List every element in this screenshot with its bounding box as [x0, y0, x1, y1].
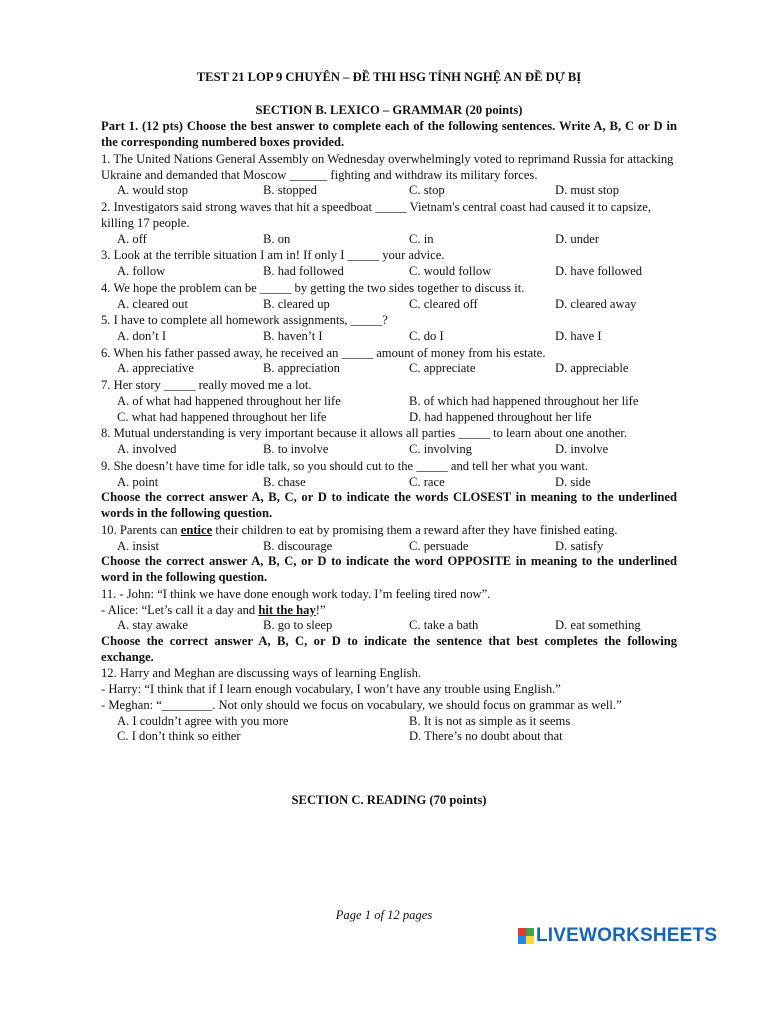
option-c: C. what had happened throughout her life — [117, 409, 327, 424]
option-b: B. go to sleep — [263, 618, 333, 633]
question-9 — [101, 459, 677, 490]
question-stem — [101, 523, 677, 539]
question-5 — [101, 313, 677, 344]
section-b-heading: SECTION B. LEXICO – GRAMMAR (20 points) — [255, 102, 523, 117]
instruction-exchange: Choose the correct answer A, B, C, or D to indicate the sentence that best completes the following exchange. — [101, 633, 677, 664]
option-d: D. appreciable — [555, 361, 629, 376]
answer-options — [101, 714, 677, 745]
test-title: TEST 21 LOP 9 CHUYÊN – ĐỀ THI HSG TỈNH NGHỆ AN ĐỀ DỰ BỊ — [196, 70, 582, 84]
option-c: C. in — [409, 231, 434, 246]
option-b: B. haven’t I — [263, 329, 323, 344]
option-c: C. stop — [409, 183, 445, 198]
option-a: A. off — [117, 231, 147, 246]
option-c: C. do I — [409, 329, 444, 344]
answer-options — [101, 232, 677, 248]
answer-options — [101, 475, 677, 491]
option-c: C. appreciate — [409, 361, 476, 376]
question-12 — [101, 666, 677, 745]
option-c: C. take a bath — [409, 618, 479, 633]
section-c-heading: SECTION C. READING (70 points) — [291, 793, 487, 808]
option-d: D. had happened throughout her life — [409, 409, 592, 424]
question-6 — [101, 346, 677, 377]
option-a: A. stay awake — [117, 618, 188, 633]
liveworksheets-logo[interactable] — [518, 924, 717, 948]
logo-square-blue — [518, 936, 526, 944]
question-stem: 2. Investigators said strong waves that hit a speedboat _____ Vietnam's central coast had caused it to capsize, killing 17 people. — [101, 200, 652, 230]
option-b: B. cleared up — [263, 296, 330, 311]
question-stem: 6. When his father passed away, he received an _____ amount of money from his estate. — [101, 345, 546, 360]
underlined-word: entice — [180, 522, 213, 537]
question-stem: 12. Harry and Meghan are discussing ways of learning English. — [101, 666, 422, 681]
instruction-closest: Choose the correct answer A, B, C, or D to indicate the words CLOSEST in meaning to the underlined words in the following question. — [101, 490, 677, 521]
option-d: D. satisfy — [555, 538, 604, 553]
question-11 — [101, 587, 677, 634]
option-a: A. of what had happened throughout her life — [117, 393, 341, 408]
answer-options — [101, 618, 677, 634]
option-a: A. follow — [117, 264, 166, 279]
answer-options — [101, 394, 677, 425]
option-b: B. stopped — [263, 183, 317, 198]
part1-instruction: Part 1. (12 pts) Choose the best answer to complete each of the following sentences. Write A, B, C or D in the corresponding numbered boxes provided. — [101, 119, 677, 150]
option-a: A. I couldn’t agree with you more — [117, 713, 289, 728]
option-b: B. chase — [263, 474, 306, 489]
answer-options — [101, 329, 677, 345]
question-stem: 3. Look at the terrible situation I am in! If only I _____ your advice. — [101, 248, 445, 263]
option-c: C. I don’t think so either — [117, 729, 241, 744]
stem-prefix: 10. Parents can — [101, 522, 181, 537]
option-a: A. insist — [117, 538, 159, 553]
question-stem: 8. Mutual understanding is very important because it allows all parties _____ to learn about one another. — [101, 426, 628, 441]
dialogue-line-john: 11. - John: “I think we have done enough work today. I’m feeling tired now”. — [101, 586, 491, 601]
document-page — [101, 64, 677, 810]
underlined-phrase: hit the hay — [258, 602, 316, 617]
question-7 — [101, 378, 677, 425]
option-d: D. side — [555, 474, 591, 489]
question-2 — [101, 200, 677, 247]
answer-options — [101, 361, 677, 377]
option-d: D. cleared away — [555, 296, 637, 311]
option-b: B. to involve — [263, 442, 329, 457]
option-c: C. persuade — [409, 538, 469, 553]
option-d: D. under — [555, 231, 600, 246]
option-d: D. There’s no doubt about that — [409, 729, 563, 744]
option-b: B. had followed — [263, 264, 344, 279]
page-number: Page 1 of 12 pages — [335, 908, 433, 922]
option-d: D. must stop — [555, 183, 620, 198]
option-d: D. have I — [555, 329, 602, 344]
question-3 — [101, 248, 677, 279]
option-b: B. on — [263, 231, 291, 246]
dialogue-line-harry: - Harry: “I think that if I learn enough vocabulary, I won’t have any trouble using English.” — [101, 682, 561, 697]
liveworksheets-icon — [518, 928, 534, 944]
option-a: A. point — [117, 474, 159, 489]
question-1 — [101, 152, 677, 199]
answer-options — [101, 539, 677, 555]
question-stem: 7. Her story _____ really moved me a lot. — [101, 378, 312, 393]
stem-suffix: !” — [315, 602, 326, 617]
answer-options — [101, 183, 677, 199]
logo-square-red — [518, 928, 526, 936]
option-d: D. have followed — [555, 264, 643, 279]
option-d: D. eat something — [555, 618, 641, 633]
answer-options — [101, 264, 677, 280]
dialogue-line-meghan: - Meghan: “________. Not only should we focus on vocabulary, we should focus on grammar as well.” — [101, 697, 622, 712]
option-b: B. of which had happened throughout her life — [409, 393, 639, 408]
logo-square-yellow — [526, 936, 534, 944]
option-a: A. don’t I — [117, 329, 167, 344]
question-stem: 5. I have to complete all homework assignments, _____? — [101, 313, 388, 328]
option-b: B. discourage — [263, 538, 333, 553]
question-4 — [101, 281, 677, 312]
answer-options — [101, 442, 677, 458]
answer-options — [101, 297, 677, 313]
option-a: A. involved — [117, 442, 177, 457]
brand-name: LIVEWORKSHEETS — [536, 925, 718, 946]
option-a: A. cleared out — [117, 296, 188, 311]
question-10 — [101, 523, 677, 554]
option-c: C. would follow — [409, 264, 492, 279]
dialogue-line-alice — [101, 603, 677, 619]
option-c: C. cleared off — [409, 296, 478, 311]
option-b: B. appreciation — [263, 361, 340, 376]
question-stem: 1. The United Nations General Assembly on Wednesday overwhelmingly voted to reprimand Russia for attacking Ukraine and demanded that Moscow ______ fighting and withdraw its military forces. — [101, 151, 674, 182]
option-a: A. would stop — [117, 183, 189, 198]
question-stem: 4. We hope the problem can be _____ by getting the two sides together to discuss it. — [101, 280, 525, 295]
option-b: B. It is not as simple as it seems — [409, 713, 571, 728]
stem-suffix: their children to eat by promising them a reward after they have finished eating. — [212, 522, 618, 537]
logo-square-green — [526, 928, 534, 936]
question-stem: 9. She doesn’t have time for idle talk, so you should cut to the _____ and tell her what you want. — [101, 458, 588, 473]
option-d: D. involve — [555, 442, 609, 457]
stem-prefix: - Alice: “Let’s call it a day and — [101, 602, 259, 617]
option-c: C. involving — [409, 442, 472, 457]
instruction-opposite: Choose the correct answer A, B, C, or D to indicate the word OPPOSITE in meaning to the underlined word in the following question. — [101, 554, 677, 585]
option-a: A. appreciative — [117, 361, 194, 376]
option-c: C. race — [409, 474, 445, 489]
question-8 — [101, 426, 677, 457]
